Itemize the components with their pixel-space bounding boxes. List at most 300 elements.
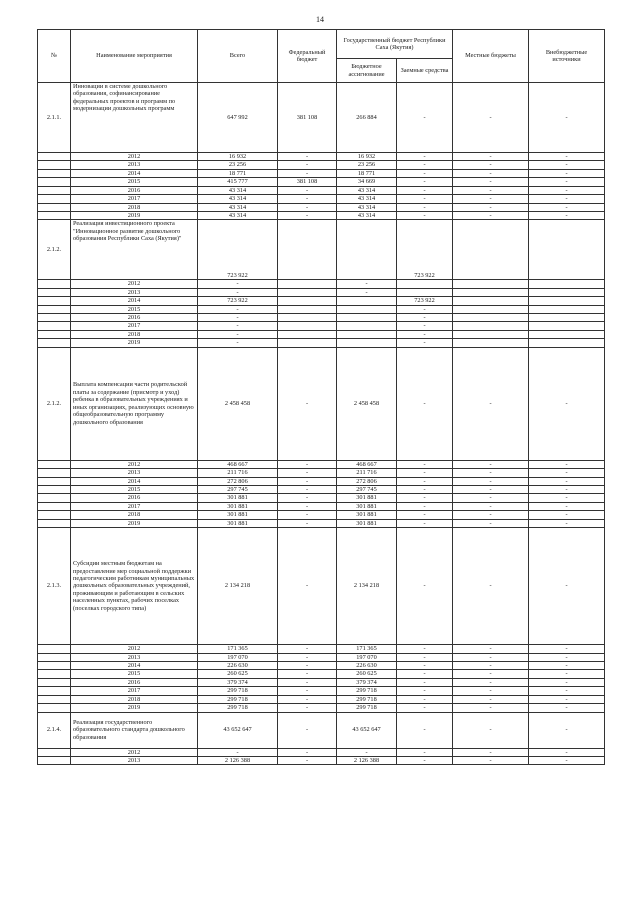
- cell-year: 2018: [71, 330, 198, 338]
- cell-total: 43 314: [198, 195, 278, 203]
- cell-local: -: [453, 161, 529, 169]
- item-row: [38, 347, 605, 460]
- cell-federal: -: [278, 511, 337, 519]
- cell-state-budget: 43 314: [337, 203, 397, 211]
- cell-state-loan: -: [397, 161, 453, 169]
- cell-year: 2017: [71, 195, 198, 203]
- cell-federal: -: [278, 528, 337, 645]
- cell-num: [38, 748, 71, 756]
- cell-year: 2016: [71, 186, 198, 194]
- year-row: [38, 645, 605, 653]
- cell-year: 2019: [71, 704, 198, 712]
- cell-extra: [529, 305, 605, 313]
- cell-name: Субсидии местным бюджетам на предоставление мер социальной поддержки педагогическим работникам муниципальных дошкольных образовательных учреждений, проживающим и работающим в сельских населенных пунктах, рабочих поселках (поселках городского типа): [71, 528, 198, 645]
- cell-name: Реализация инвестиционного проекта "Инновационное развитие дошкольного образования Республики Саха (Якутия)": [71, 220, 198, 280]
- cell-num: [38, 288, 71, 296]
- cell-local: -: [453, 469, 529, 477]
- cell-num: [38, 211, 71, 219]
- cell-federal: -: [278, 695, 337, 703]
- year-row: [38, 330, 605, 338]
- cell-federal: 381 108: [278, 178, 337, 186]
- cell-state-loan: -: [397, 469, 453, 477]
- cell-year: 2012: [71, 280, 198, 288]
- cell-num: [38, 670, 71, 678]
- cell-state-budget: 379 374: [337, 678, 397, 686]
- cell-year: 2017: [71, 322, 198, 330]
- cell-num: [38, 477, 71, 485]
- cell-total: -: [198, 288, 278, 296]
- cell-state-loan: [397, 280, 453, 288]
- year-row: [38, 695, 605, 703]
- cell-year: 2016: [71, 314, 198, 322]
- cell-year: 2013: [71, 288, 198, 296]
- cell-local: -: [453, 704, 529, 712]
- year-row: [38, 511, 605, 519]
- cell-extra: -: [529, 477, 605, 485]
- cell-local: -: [453, 695, 529, 703]
- cell-federal: -: [278, 203, 337, 211]
- cell-num: [38, 169, 71, 177]
- cell-state-loan: -: [397, 678, 453, 686]
- cell-total: 468 667: [198, 460, 278, 468]
- cell-year: 2018: [71, 695, 198, 703]
- cell-total: 43 652 647: [198, 712, 278, 748]
- year-row: [38, 153, 605, 161]
- cell-extra: -: [529, 203, 605, 211]
- cell-local: -: [453, 670, 529, 678]
- cell-extra: -: [529, 695, 605, 703]
- cell-state-budget: [337, 330, 397, 338]
- year-row: [38, 288, 605, 296]
- cell-local: -: [453, 756, 529, 764]
- cell-extra: -: [529, 528, 605, 645]
- year-row: [38, 460, 605, 468]
- cell-num: [38, 645, 71, 653]
- cell-local: -: [453, 494, 529, 502]
- cell-num: [38, 305, 71, 313]
- cell-federal: -: [278, 748, 337, 756]
- cell-local: -: [453, 748, 529, 756]
- cell-year: 2015: [71, 486, 198, 494]
- cell-num: [38, 502, 71, 510]
- cell-state-loan: -: [397, 502, 453, 510]
- year-row: [38, 477, 605, 485]
- cell-federal: [278, 314, 337, 322]
- cell-federal: -: [278, 712, 337, 748]
- table-header: [38, 30, 605, 83]
- cell-year: 2019: [71, 519, 198, 527]
- cell-local: [453, 314, 529, 322]
- cell-federal: -: [278, 153, 337, 161]
- cell-year: 2012: [71, 748, 198, 756]
- cell-federal: [278, 330, 337, 338]
- cell-extra: -: [529, 178, 605, 186]
- item-row: [38, 220, 605, 280]
- cell-year: 2014: [71, 661, 198, 669]
- cell-total: 2 126 388: [198, 756, 278, 764]
- cell-state-loan: -: [397, 203, 453, 211]
- cell-state-budget: 301 881: [337, 502, 397, 510]
- cell-extra: -: [529, 704, 605, 712]
- cell-total: 2 134 218: [198, 528, 278, 645]
- cell-state-budget: 34 669: [337, 178, 397, 186]
- cell-state-loan: -: [397, 169, 453, 177]
- cell-state-budget: 468 667: [337, 460, 397, 468]
- year-row: [38, 486, 605, 494]
- cell-year: 2012: [71, 645, 198, 653]
- cell-num: [38, 661, 71, 669]
- budget-table: [37, 29, 605, 765]
- item-row: [38, 528, 605, 645]
- cell-federal: -: [278, 469, 337, 477]
- cell-num: 2.1.2.: [38, 347, 71, 460]
- cell-year: 2013: [71, 653, 198, 661]
- cell-total: 723 922: [198, 297, 278, 305]
- cell-local: -: [453, 511, 529, 519]
- cell-num: [38, 494, 71, 502]
- item-row: [38, 712, 605, 748]
- cell-state-loan: 723 922: [397, 220, 453, 280]
- cell-state-budget: 43 314: [337, 195, 397, 203]
- cell-extra: -: [529, 502, 605, 510]
- cell-year: 2015: [71, 178, 198, 186]
- cell-extra: -: [529, 153, 605, 161]
- cell-state-loan: -: [397, 695, 453, 703]
- cell-local: -: [453, 83, 529, 153]
- cell-federal: -: [278, 661, 337, 669]
- cell-extra: -: [529, 519, 605, 527]
- cell-federal: [278, 305, 337, 313]
- cell-num: [38, 195, 71, 203]
- cell-state-loan: -: [397, 153, 453, 161]
- cell-num: [38, 511, 71, 519]
- cell-total: 379 374: [198, 678, 278, 686]
- cell-total: 723 922: [198, 220, 278, 280]
- cell-year: 2016: [71, 678, 198, 686]
- year-row: [38, 339, 605, 347]
- cell-extra: -: [529, 645, 605, 653]
- year-row: [38, 469, 605, 477]
- cell-state-loan: -: [397, 322, 453, 330]
- cell-state-budget: [337, 305, 397, 313]
- cell-federal: -: [278, 494, 337, 502]
- cell-state-budget: 16 932: [337, 153, 397, 161]
- cell-extra: [529, 322, 605, 330]
- cell-extra: -: [529, 494, 605, 502]
- cell-state-budget: 2 458 458: [337, 347, 397, 460]
- year-row: [38, 186, 605, 194]
- year-row: [38, 280, 605, 288]
- cell-state-loan: -: [397, 653, 453, 661]
- cell-state-loan: -: [397, 670, 453, 678]
- cell-total: 43 314: [198, 186, 278, 194]
- cell-federal: [278, 297, 337, 305]
- cell-federal: -: [278, 211, 337, 219]
- cell-state-loan: -: [397, 704, 453, 712]
- cell-local: -: [453, 460, 529, 468]
- cell-total: 171 365: [198, 645, 278, 653]
- cell-local: [453, 322, 529, 330]
- cell-num: 2.1.4.: [38, 712, 71, 748]
- cell-state-budget: 43 314: [337, 211, 397, 219]
- cell-total: 16 932: [198, 153, 278, 161]
- cell-local: [453, 288, 529, 296]
- cell-local: -: [453, 653, 529, 661]
- header-num: №: [38, 30, 71, 83]
- cell-extra: [529, 339, 605, 347]
- cell-federal: [278, 322, 337, 330]
- cell-federal: -: [278, 756, 337, 764]
- cell-federal: -: [278, 519, 337, 527]
- cell-state-budget: 226 630: [337, 661, 397, 669]
- cell-state-loan: -: [397, 347, 453, 460]
- cell-state-loan: -: [397, 186, 453, 194]
- cell-state-budget: [337, 297, 397, 305]
- cell-federal: -: [278, 486, 337, 494]
- year-row: [38, 704, 605, 712]
- year-row: [38, 653, 605, 661]
- cell-num: [38, 322, 71, 330]
- cell-state-budget: [337, 339, 397, 347]
- cell-total: 23 256: [198, 161, 278, 169]
- cell-federal: -: [278, 460, 337, 468]
- cell-local: -: [453, 528, 529, 645]
- year-row: [38, 314, 605, 322]
- cell-state-budget: 2 126 388: [337, 756, 397, 764]
- cell-local: -: [453, 687, 529, 695]
- cell-state-budget: 272 806: [337, 477, 397, 485]
- cell-federal: [278, 288, 337, 296]
- cell-federal: -: [278, 502, 337, 510]
- cell-num: [38, 297, 71, 305]
- cell-year: 2017: [71, 502, 198, 510]
- cell-extra: -: [529, 756, 605, 764]
- cell-total: 297 745: [198, 486, 278, 494]
- cell-year: 2013: [71, 469, 198, 477]
- cell-total: 301 881: [198, 511, 278, 519]
- header-extra: Внебюджетные источники: [529, 30, 605, 83]
- cell-extra: [529, 280, 605, 288]
- cell-total: 299 718: [198, 695, 278, 703]
- cell-total: -: [198, 280, 278, 288]
- cell-local: -: [453, 178, 529, 186]
- cell-state-budget: 2 134 218: [337, 528, 397, 645]
- cell-extra: [529, 330, 605, 338]
- cell-total: -: [198, 339, 278, 347]
- cell-total: 299 718: [198, 687, 278, 695]
- cell-local: [453, 305, 529, 313]
- cell-state-loan: -: [397, 330, 453, 338]
- cell-federal: -: [278, 186, 337, 194]
- cell-extra: [529, 297, 605, 305]
- header-name: Наименование мероприятия: [71, 30, 198, 83]
- cell-extra: -: [529, 469, 605, 477]
- cell-extra: -: [529, 211, 605, 219]
- cell-federal: -: [278, 477, 337, 485]
- cell-local: -: [453, 153, 529, 161]
- year-row: [38, 494, 605, 502]
- cell-extra: -: [529, 195, 605, 203]
- cell-year: 2013: [71, 756, 198, 764]
- cell-local: -: [453, 203, 529, 211]
- cell-num: [38, 314, 71, 322]
- cell-local: [453, 297, 529, 305]
- cell-total: -: [198, 322, 278, 330]
- cell-local: -: [453, 519, 529, 527]
- cell-state-loan: -: [397, 645, 453, 653]
- year-row: [38, 195, 605, 203]
- cell-extra: [529, 220, 605, 280]
- cell-total: 299 718: [198, 704, 278, 712]
- cell-state-loan: -: [397, 756, 453, 764]
- cell-num: [38, 161, 71, 169]
- cell-num: [38, 153, 71, 161]
- cell-federal: [278, 220, 337, 280]
- header-state: Государственный бюджет Республики Саха (Якутия): [337, 30, 453, 59]
- cell-name: Инновации в системе дошкольного образования, софинансирование федеральных проектов и программ по модернизации дошкольных программ: [71, 83, 198, 153]
- cell-num: [38, 339, 71, 347]
- cell-num: [38, 756, 71, 764]
- year-row: [38, 178, 605, 186]
- cell-extra: -: [529, 161, 605, 169]
- cell-local: -: [453, 477, 529, 485]
- cell-state-loan: -: [397, 460, 453, 468]
- cell-year: 2019: [71, 339, 198, 347]
- cell-total: 2 458 458: [198, 347, 278, 460]
- cell-total: 211 716: [198, 469, 278, 477]
- cell-state-budget: 266 884: [337, 83, 397, 153]
- cell-state-budget: -: [337, 748, 397, 756]
- cell-state-loan: -: [397, 211, 453, 219]
- cell-num: [38, 186, 71, 194]
- cell-state-loan: -: [397, 178, 453, 186]
- year-row: [38, 322, 605, 330]
- header-state-budget: Бюджетное ассигнование: [337, 59, 397, 83]
- cell-state-loan: -: [397, 687, 453, 695]
- cell-year: 2015: [71, 305, 198, 313]
- cell-state-loan: -: [397, 661, 453, 669]
- year-row: [38, 519, 605, 527]
- cell-num: [38, 178, 71, 186]
- cell-state-loan: -: [397, 83, 453, 153]
- cell-state-budget: 299 718: [337, 695, 397, 703]
- header-local: Местные бюджеты: [453, 30, 529, 83]
- cell-state-loan: -: [397, 519, 453, 527]
- cell-federal: [278, 339, 337, 347]
- cell-total: 272 806: [198, 477, 278, 485]
- cell-state-budget: 301 881: [337, 494, 397, 502]
- year-row: [38, 169, 605, 177]
- cell-year: 2015: [71, 670, 198, 678]
- header-total: Всего: [198, 30, 278, 83]
- cell-total: 43 314: [198, 211, 278, 219]
- cell-state-budget: 301 881: [337, 511, 397, 519]
- cell-state-budget: 23 256: [337, 161, 397, 169]
- cell-federal: -: [278, 169, 337, 177]
- cell-local: -: [453, 211, 529, 219]
- cell-state-loan: 723 922: [397, 297, 453, 305]
- cell-name: Выплата компенсации части родительской платы за содержание (присмотр и уход) ребенка в образовательных учреждениях и иных организациях, реализующих основную общеобразовательную программу дошкольного образования: [71, 347, 198, 460]
- cell-year: 2018: [71, 203, 198, 211]
- cell-local: [453, 339, 529, 347]
- year-row: [38, 203, 605, 211]
- cell-total: -: [198, 330, 278, 338]
- cell-state-budget: 260 625: [337, 670, 397, 678]
- cell-state-loan: -: [397, 339, 453, 347]
- cell-local: [453, 330, 529, 338]
- page-number: 14: [316, 15, 324, 24]
- cell-state-budget: 299 718: [337, 704, 397, 712]
- cell-num: 2.1.3.: [38, 528, 71, 645]
- cell-federal: -: [278, 195, 337, 203]
- header-federal: Федеральный бюджет: [278, 30, 337, 83]
- cell-year: 2013: [71, 161, 198, 169]
- cell-state-budget: 299 718: [337, 687, 397, 695]
- year-row: [38, 297, 605, 305]
- cell-total: 197 070: [198, 653, 278, 661]
- cell-num: 2.1.1.: [38, 83, 71, 153]
- cell-extra: -: [529, 678, 605, 686]
- cell-extra: -: [529, 661, 605, 669]
- cell-state-budget: 301 881: [337, 519, 397, 527]
- cell-total: 226 630: [198, 661, 278, 669]
- cell-local: -: [453, 502, 529, 510]
- cell-total: -: [198, 314, 278, 322]
- cell-num: [38, 653, 71, 661]
- year-row: [38, 748, 605, 756]
- cell-state-loan: -: [397, 511, 453, 519]
- year-row: [38, 678, 605, 686]
- cell-state-budget: 211 716: [337, 469, 397, 477]
- year-row: [38, 211, 605, 219]
- cell-state-budget: 197 070: [337, 653, 397, 661]
- cell-num: 2.1.2.: [38, 220, 71, 280]
- cell-year: 2012: [71, 153, 198, 161]
- cell-total: 301 881: [198, 519, 278, 527]
- cell-extra: -: [529, 460, 605, 468]
- cell-state-loan: -: [397, 195, 453, 203]
- year-row: [38, 670, 605, 678]
- cell-state-budget: [337, 322, 397, 330]
- year-row: [38, 687, 605, 695]
- cell-federal: 381 108: [278, 83, 337, 153]
- cell-extra: -: [529, 186, 605, 194]
- cell-total: 301 881: [198, 502, 278, 510]
- cell-year: 2019: [71, 211, 198, 219]
- cell-total: 43 314: [198, 203, 278, 211]
- cell-state-budget: -: [337, 280, 397, 288]
- cell-extra: -: [529, 347, 605, 460]
- cell-federal: [278, 280, 337, 288]
- year-row: [38, 161, 605, 169]
- cell-num: [38, 330, 71, 338]
- cell-year: 2014: [71, 169, 198, 177]
- cell-extra: -: [529, 712, 605, 748]
- cell-num: [38, 704, 71, 712]
- cell-total: 415 777: [198, 178, 278, 186]
- cell-federal: -: [278, 347, 337, 460]
- year-row: [38, 305, 605, 313]
- cell-state-budget: 297 745: [337, 486, 397, 494]
- cell-extra: -: [529, 748, 605, 756]
- cell-extra: -: [529, 83, 605, 153]
- cell-num: [38, 203, 71, 211]
- cell-state-loan: -: [397, 748, 453, 756]
- cell-year: 2014: [71, 477, 198, 485]
- cell-extra: -: [529, 670, 605, 678]
- cell-federal: -: [278, 161, 337, 169]
- cell-extra: [529, 314, 605, 322]
